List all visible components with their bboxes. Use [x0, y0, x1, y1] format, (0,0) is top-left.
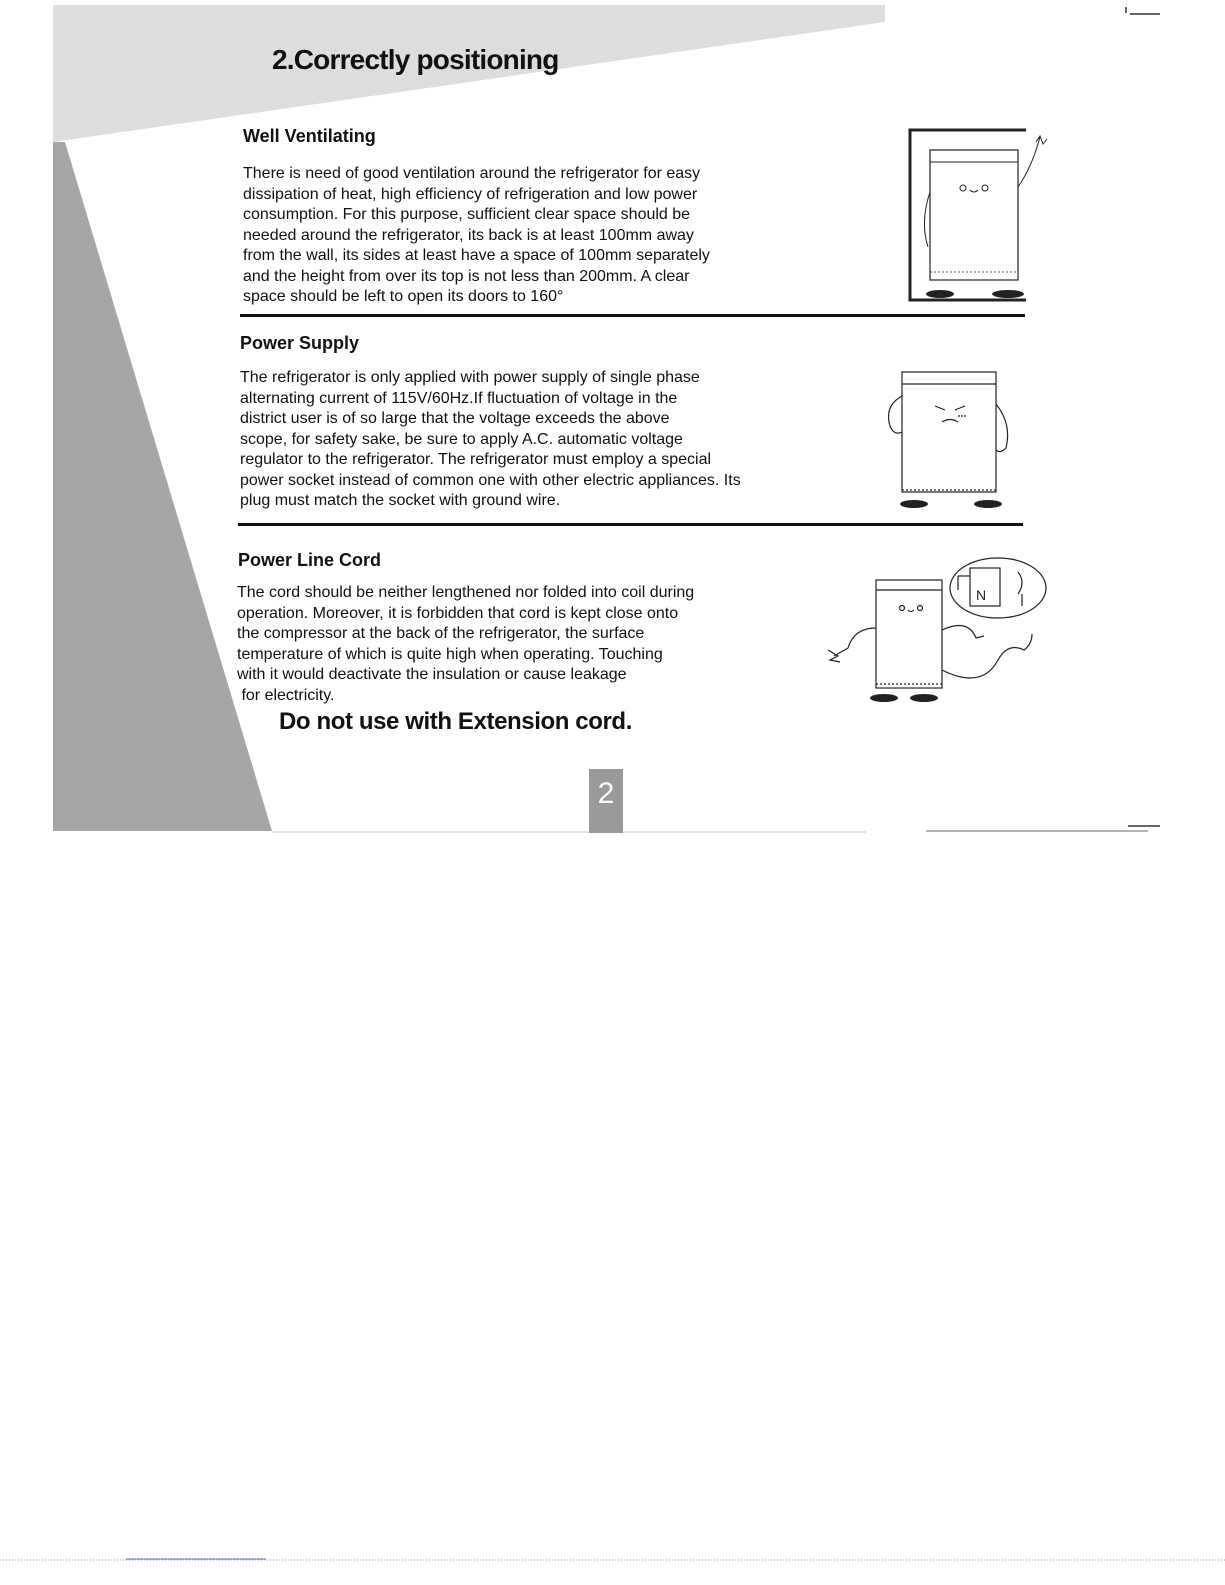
text-line: power socket instead of common one with other electric appliances. Its — [240, 471, 741, 489]
section-text-power-supply — [240, 368, 741, 512]
page-title: 2.Correctly positioning — [272, 44, 559, 75]
text-line: regulator to the refrigerator. The refrigerator must employ a special — [240, 451, 712, 468]
section-divider — [238, 523, 1023, 526]
fridge-voltage-illustration — [880, 366, 1020, 514]
text-line: for electricity. — [237, 686, 335, 704]
section-heading-power-supply: Power Supply — [240, 333, 360, 353]
text-line: the compressor at the back of the refrigerator, the surface — [237, 625, 645, 642]
page-number-badge: 2 — [589, 769, 623, 833]
section-text-ventilating — [243, 164, 710, 308]
text-line: There is need of good ventilation around the refrigerator for easy — [243, 165, 701, 182]
fridge-power-cord-illustration — [818, 550, 1053, 710]
section-text-power-cord — [237, 583, 694, 706]
text-line: needed around the refrigerator, its back is at least 100mm away — [243, 226, 694, 244]
text-line: scope, for safety sake, be sure to apply A.C. automatic voltage — [240, 430, 683, 448]
text-line: and the height from over its top is not less than 200mm. A clear — [243, 267, 690, 285]
text-line: consumption. For this purpose, sufficient clear space should be — [243, 206, 691, 223]
text-line: with it would deactivate the insulation or cause leakage — [237, 666, 627, 683]
section-heading-ventilating: Well Ventilating — [243, 126, 376, 146]
text-line: space should be left to open its doors to 160° — [243, 288, 564, 305]
text-line: The refrigerator is only applied with power supply of single phase — [240, 369, 700, 386]
text-line: district user is of so large that the voltage exceeds the above — [240, 410, 670, 427]
text-line: alternating current of 115V/60Hz.If fluctuation of voltage in the — [240, 389, 678, 407]
text-line: operation. Moreover, it is forbidden that cord is kept close onto — [237, 604, 679, 622]
section-heading-power-cord: Power Line Cord — [238, 550, 382, 570]
text-line: plug must match the socket with ground wire. — [240, 492, 561, 509]
socket-label: N — [976, 587, 987, 603]
fridge-near-wall-illustration — [900, 122, 1050, 307]
text-line: temperature of which is quite high when operating. Touching — [237, 645, 663, 663]
extension-cord-warning: Do not use with Extension cord. — [279, 708, 632, 735]
text-line: dissipation of heat, high efficiency of refrigeration and low power — [243, 185, 698, 203]
text-line: The cord should be neither lengthened nor folded into coil during — [237, 584, 695, 601]
section-divider — [240, 314, 1025, 317]
text-line: from the wall, its sides at least have a space of 100mm separately — [243, 247, 710, 264]
